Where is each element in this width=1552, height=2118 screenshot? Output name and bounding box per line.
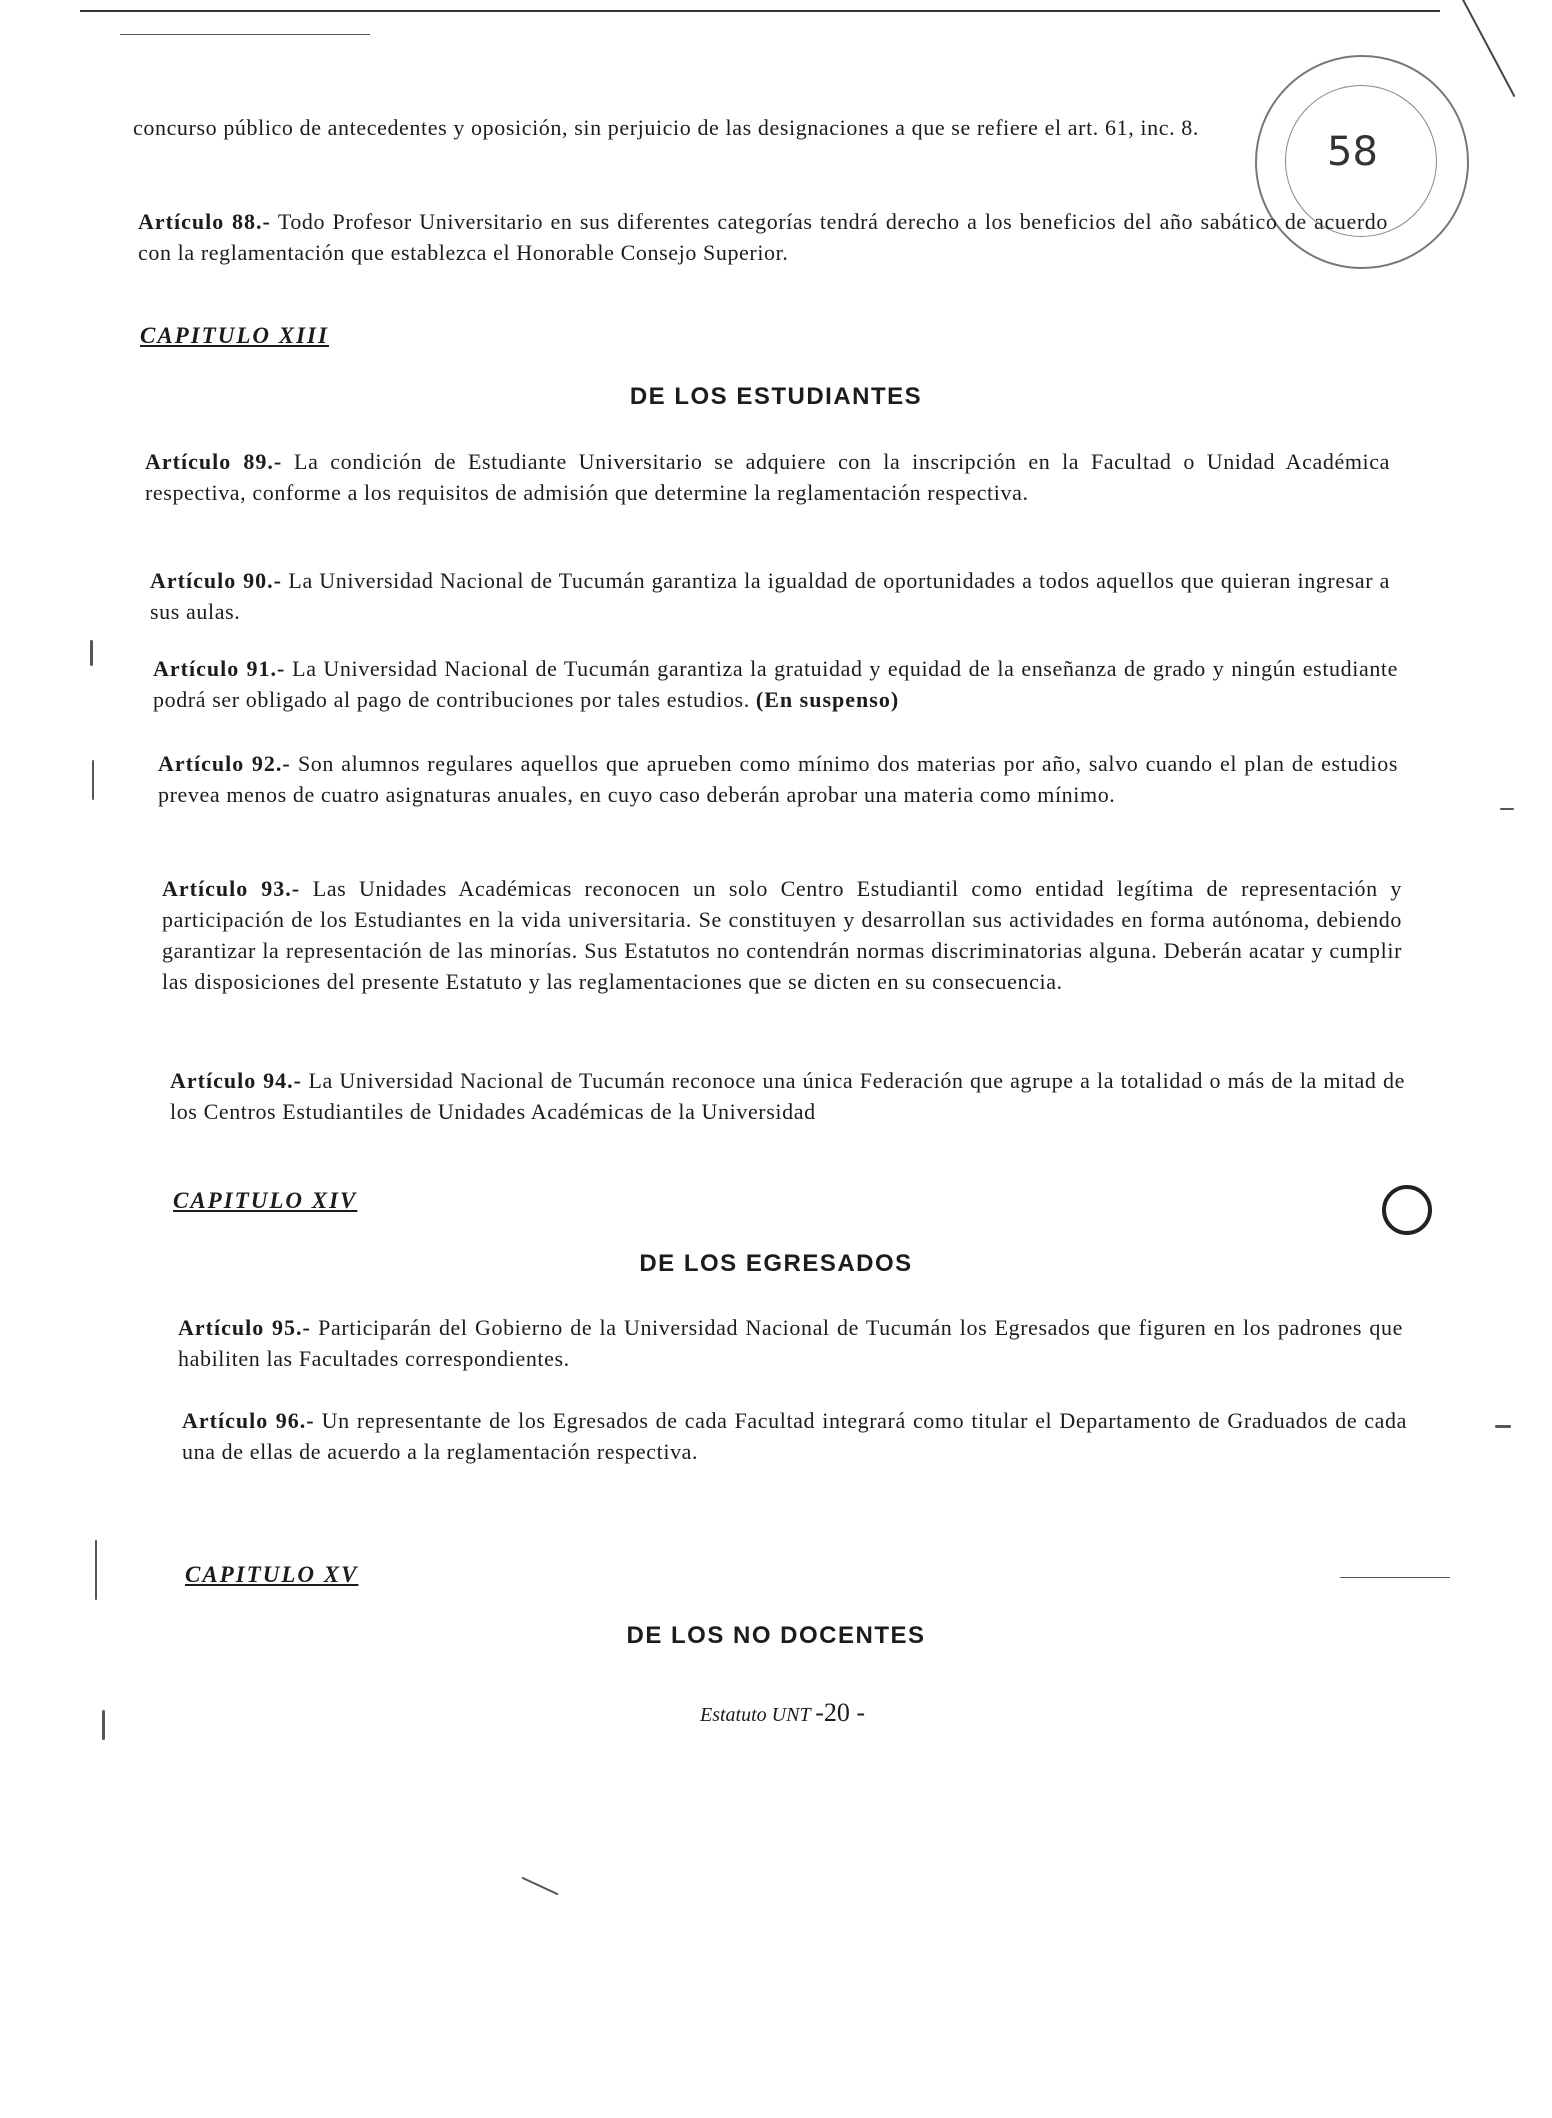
scan-border-line	[80, 10, 1440, 12]
footer-label: Estatuto UNT	[700, 1704, 811, 1726]
scan-diagonal-mark	[1462, 0, 1515, 97]
scan-noise-mark	[92, 760, 94, 800]
article-text: Un representante de los Egresados de cada Facultad integrará como titular el Departamento de Graduados de cada una de ellas de acuerdo a la reglamentación respectiva.	[182, 1408, 1408, 1464]
article-label: Artículo 94.-	[170, 1068, 302, 1093]
article-95	[178, 1312, 1403, 1374]
article-89	[145, 446, 1390, 508]
section-title-no-docentes: DE LOS NO DOCENTES	[626, 1622, 926, 1649]
scan-noise-mark	[1340, 1577, 1450, 1578]
article-text: La Universidad Nacional de Tucumán reconoce una única Federación que agrupe a la totalidad o más de la mitad de los Centros Estudiantiles de Unidades Académicas de la Universidad	[170, 1068, 1405, 1124]
scan-noise-mark	[1495, 1425, 1511, 1428]
chapter-heading-xiii: CAPITULO XIII	[140, 323, 329, 348]
article-88	[138, 206, 1388, 268]
handwritten-page-number: 58	[1327, 129, 1378, 175]
article-label: Artículo 91.-	[153, 656, 286, 681]
page-number: -20 -	[815, 1698, 866, 1727]
article-91	[153, 653, 1398, 715]
article-96	[182, 1405, 1407, 1467]
article-93	[162, 873, 1402, 997]
article-text: Son alumnos regulares aquellos que aprueben como mínimo dos materias por año, salvo cuando el plan de estudios prevea menos de cuatro asignaturas anuales, en cuyo caso deberán aprobar una materia como mínimo.	[158, 751, 1398, 807]
article-note: (En suspenso)	[755, 687, 900, 712]
chapter-heading-xv: CAPITULO XV	[185, 1562, 359, 1587]
paragraph-continuation	[133, 112, 1373, 143]
scan-noise-mark	[90, 640, 93, 666]
article-text: La condición de Estudiante Universitario se adquiere con la inscripción en la Facultad o Unidad Académica respectiva, conforme a los requisitos de admisión que determine la reglamentación respectiva.	[145, 449, 1390, 505]
article-text: La Universidad Nacional de Tucumán garantiza la igualdad de oportunidades a todos aquellos que quieran ingresar a sus aulas.	[150, 568, 1390, 624]
article-label: Artículo 89.-	[145, 449, 283, 474]
article-label: Artículo 92.-	[158, 751, 291, 776]
article-90	[150, 565, 1390, 627]
scan-border-line	[120, 34, 370, 35]
emblem-icon	[1382, 1185, 1432, 1235]
scan-noise-mark	[95, 1540, 97, 1600]
article-text: Las Unidades Académicas reconocen un solo Centro Estudiantil como entidad legítima de representación y participación de los Estudiantes en la vida universitaria. Se constituyen y desarrollan sus actividades en forma autónoma, debiendo garantizar la representación de las minorías. Sus Estatutos no contendrán normas discriminatorias alguna. Deberán acatar y cumplir las disposiciones del presente Estatuto y las reglamentaciones que se dicten en su consecuencia.	[162, 876, 1403, 994]
article-label: Artículo 95.-	[178, 1315, 311, 1340]
article-text: Todo Profesor Universitario en sus diferentes categorías tendrá derecho a los beneficios del año sabático de acuerdo con la reglamentación que establezca el Honorable Consejo Superior.	[138, 209, 1388, 265]
scan-noise-mark	[1500, 808, 1514, 810]
paragraph-text: concurso público de antecedentes y oposición, sin perjuicio de las designaciones a que se refiere el art. 61, inc. 8.	[133, 115, 1199, 140]
scan-noise-mark	[521, 1877, 558, 1896]
article-label: Artículo 93.-	[162, 876, 301, 901]
article-label: Artículo 90.-	[150, 568, 282, 593]
article-92	[158, 748, 1398, 810]
scan-noise-mark	[102, 1710, 105, 1740]
chapter-heading-xiv: CAPITULO XIV	[173, 1188, 358, 1213]
section-title-estudiantes: DE LOS ESTUDIANTES	[629, 383, 923, 410]
article-94	[170, 1065, 1405, 1127]
article-label: Artículo 88.-	[138, 209, 271, 234]
article-label: Artículo 96.-	[182, 1408, 315, 1433]
section-title-egresados: DE LOS EGRESADOS	[639, 1250, 913, 1277]
article-text: La Universidad Nacional de Tucumán garantiza la gratuidad y equidad de la enseñanza de grado y ningún estudiante podrá ser obligado al pago de contribuciones por tales estudios.	[153, 656, 1398, 712]
page-footer	[700, 1698, 865, 1728]
article-text: Participarán del Gobierno de la Universidad Nacional de Tucumán los Egresados que figuren en los padrones que habiliten las Facultades correspondientes.	[178, 1315, 1403, 1371]
